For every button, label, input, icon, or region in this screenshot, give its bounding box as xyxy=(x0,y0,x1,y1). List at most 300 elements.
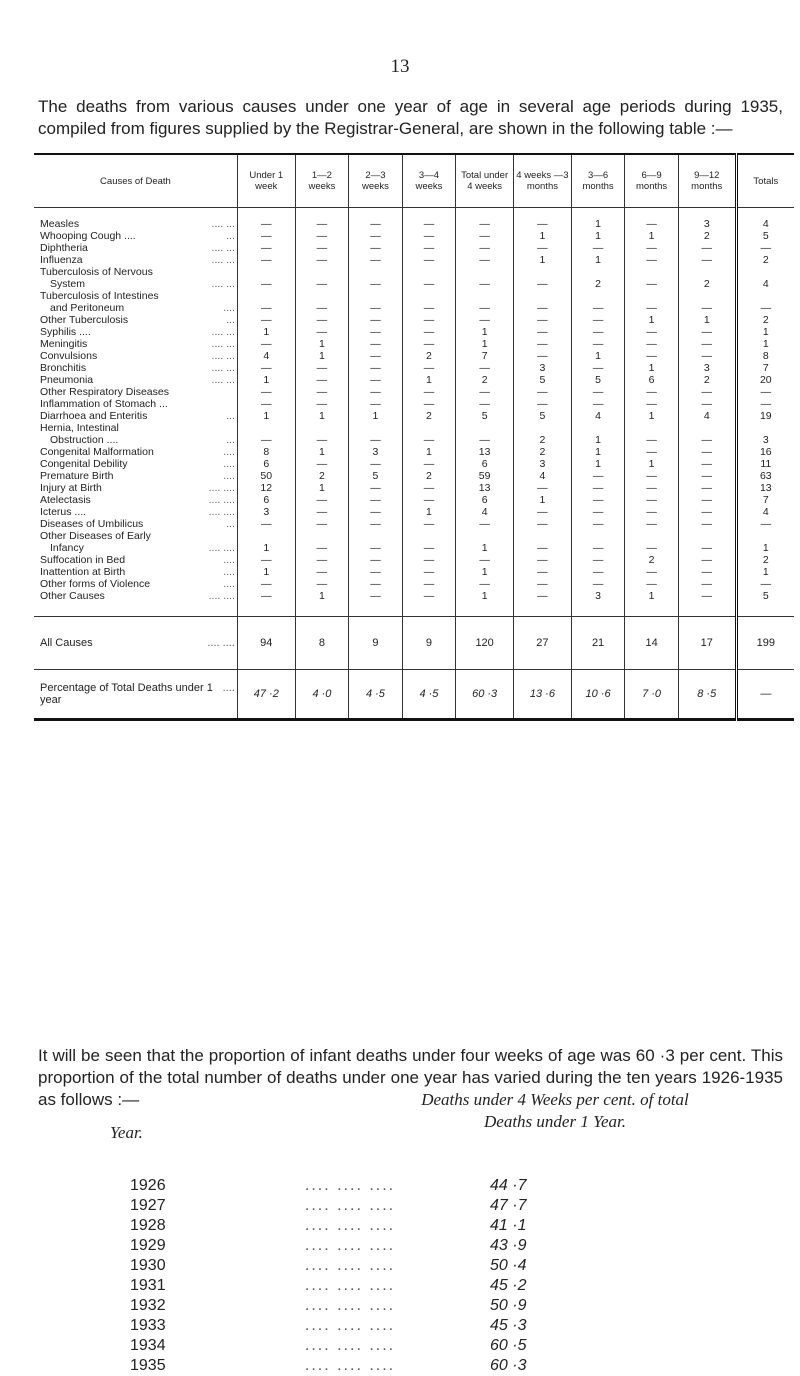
table-row xyxy=(34,374,794,386)
value-cell: 6 xyxy=(237,458,295,470)
value-cell: 4 ·5 xyxy=(402,670,456,720)
value-cell: 3 xyxy=(571,590,625,617)
value-cell: — xyxy=(402,208,456,231)
value-cell: — xyxy=(678,566,736,578)
value-cell: 1 xyxy=(736,542,794,554)
leader-dots: ... xyxy=(226,434,235,446)
value-cell: — xyxy=(402,566,456,578)
value-cell: 1 xyxy=(514,494,572,506)
table-row xyxy=(34,278,794,290)
column-header: 3—4 weeks xyxy=(402,154,456,208)
value-cell: — xyxy=(571,302,625,314)
value-cell: — xyxy=(678,326,736,338)
value-cell: — xyxy=(736,386,794,398)
value-cell: 1 xyxy=(295,338,349,350)
value-cell: 3 xyxy=(678,362,736,374)
value-cell: — xyxy=(678,446,736,458)
value-cell: 6 xyxy=(237,494,295,506)
leader-dots: .... xyxy=(223,458,235,470)
value-cell: — xyxy=(349,338,403,350)
value-cell: 5 xyxy=(514,410,572,422)
value-cell: 10 ·6 xyxy=(571,670,625,720)
value-cell: — xyxy=(625,482,679,494)
value-cell: — xyxy=(295,542,349,554)
value-cell: — xyxy=(295,326,349,338)
table-row xyxy=(34,422,794,434)
column-header: 2—3 weeks xyxy=(349,154,403,208)
table-row xyxy=(34,398,794,410)
value-cell: — xyxy=(456,554,514,566)
value-cell: — xyxy=(295,386,349,398)
cause-label: Percentage of Total Deaths under 1 year xyxy=(40,682,213,706)
cause-cell xyxy=(34,590,237,617)
value-cell xyxy=(736,530,794,542)
percentage-value: 50 ·9 xyxy=(490,1297,527,1314)
year-value: 1933 xyxy=(130,1317,166,1334)
value-cell: 1 xyxy=(736,326,794,338)
value-cell: 16 xyxy=(736,446,794,458)
value-cell: — xyxy=(514,518,572,530)
value-cell: 3 xyxy=(736,434,794,446)
value-cell: — xyxy=(571,482,625,494)
leader-dots: .... xyxy=(223,554,235,566)
leader-dots: .... xyxy=(223,578,235,590)
leader-dots: .... .... .... xyxy=(304,1217,396,1234)
year-row xyxy=(130,1296,690,1316)
value-cell: — xyxy=(295,314,349,326)
value-cell: 2 xyxy=(678,374,736,386)
column-header: Totals xyxy=(736,154,794,208)
value-cell: 20 xyxy=(736,374,794,386)
value-cell: 1 xyxy=(402,374,456,386)
value-cell: 2 xyxy=(456,374,514,386)
value-cell: — xyxy=(349,350,403,362)
value-cell: 5 xyxy=(349,470,403,482)
cause-cell xyxy=(34,326,237,338)
value-cell: — xyxy=(514,314,572,326)
value-cell: — xyxy=(295,566,349,578)
value-cell: — xyxy=(237,578,295,590)
table-row xyxy=(34,542,794,554)
value-cell: 2 xyxy=(514,434,572,446)
value-cell: — xyxy=(625,398,679,410)
leader-dots: .... .... xyxy=(207,637,235,649)
cause-cell xyxy=(34,278,237,290)
leader-dots: .... .... .... xyxy=(304,1357,396,1374)
value-cell: — xyxy=(349,434,403,446)
value-cell: — xyxy=(514,242,572,254)
cause-label: Bronchitis xyxy=(40,362,87,374)
leader-dots: .... ... xyxy=(211,362,235,374)
value-cell: 27 xyxy=(514,617,572,670)
cause-cell xyxy=(34,422,237,434)
leader-dots: .... .... xyxy=(208,494,235,506)
leader-dots: .... .... .... xyxy=(304,1257,396,1274)
cause-label: Diseases of Umbilicus xyxy=(40,518,144,530)
value-cell: — xyxy=(349,254,403,266)
leader-dots: .... xyxy=(223,470,235,482)
value-cell: 1 xyxy=(295,446,349,458)
value-cell xyxy=(625,266,679,278)
value-cell: 9 xyxy=(402,617,456,670)
value-cell: 3 xyxy=(237,506,295,518)
year-row xyxy=(130,1176,690,1196)
value-cell: 4 xyxy=(571,410,625,422)
value-cell: — xyxy=(571,398,625,410)
page-number: 13 xyxy=(390,56,410,77)
leader-dots: .... ... xyxy=(211,326,235,338)
value-cell: 1 xyxy=(456,566,514,578)
leader-dots: .... xyxy=(223,302,235,314)
value-cell: — xyxy=(237,314,295,326)
leader-dots: .... ... xyxy=(211,338,235,350)
cause-cell xyxy=(34,230,237,242)
value-cell: — xyxy=(571,566,625,578)
value-cell: — xyxy=(678,470,736,482)
table-row xyxy=(34,530,794,542)
year-row xyxy=(130,1236,690,1256)
table-row xyxy=(34,350,794,362)
value-cell: — xyxy=(571,338,625,350)
table-row xyxy=(34,326,794,338)
value-cell: — xyxy=(678,350,736,362)
value-cell: — xyxy=(571,326,625,338)
value-cell: — xyxy=(678,434,736,446)
year-row xyxy=(130,1256,690,1276)
cause-label: Congenital Debility xyxy=(40,458,128,470)
value-cell: 8 xyxy=(736,350,794,362)
value-cell: — xyxy=(349,386,403,398)
table-row xyxy=(34,617,794,670)
cause-label: Injury at Birth xyxy=(40,482,102,494)
value-cell: — xyxy=(349,458,403,470)
value-cell: — xyxy=(678,254,736,266)
year-row xyxy=(130,1196,690,1216)
value-cell: — xyxy=(402,362,456,374)
value-cell: 2 xyxy=(736,314,794,326)
value-cell: 2 xyxy=(295,470,349,482)
value-cell: — xyxy=(237,434,295,446)
value-cell: — xyxy=(514,482,572,494)
value-cell: — xyxy=(625,338,679,350)
value-cell: — xyxy=(625,242,679,254)
table-row xyxy=(34,458,794,470)
cause-label: Suffocation in Bed xyxy=(40,554,126,566)
leader-dots: .... ... xyxy=(211,242,235,254)
value-cell: 13 xyxy=(456,482,514,494)
value-cell: 3 xyxy=(678,208,736,231)
cause-cell xyxy=(34,350,237,362)
cause-cell xyxy=(34,434,237,446)
value-cell xyxy=(514,266,572,278)
leader-dots: .... .... .... xyxy=(304,1177,396,1194)
value-cell xyxy=(349,530,403,542)
value-cell: 2 xyxy=(514,446,572,458)
value-cell xyxy=(678,530,736,542)
value-cell: — xyxy=(571,362,625,374)
cause-cell xyxy=(34,482,237,494)
value-cell: 1 xyxy=(456,590,514,617)
table-row xyxy=(34,230,794,242)
value-cell: — xyxy=(625,494,679,506)
value-cell: — xyxy=(736,670,794,720)
value-cell: 1 xyxy=(625,590,679,617)
leader-dots: ... xyxy=(226,518,235,530)
value-cell xyxy=(237,290,295,302)
value-cell: — xyxy=(295,302,349,314)
value-cell: — xyxy=(571,242,625,254)
percentage-value: 60 ·3 xyxy=(490,1357,527,1374)
cause-label: Syphilis .... xyxy=(40,326,91,338)
table-row xyxy=(34,242,794,254)
cause-cell xyxy=(34,670,237,720)
value-cell: 2 xyxy=(678,230,736,242)
value-cell: — xyxy=(678,338,736,350)
value-cell: — xyxy=(402,254,456,266)
intro-paragraph xyxy=(38,96,783,140)
summary-text: It will be seen that the proportion of infant deaths under four weeks of age was 60 ·3 per cent. This proportion of the total number of deaths under one year has varied during the ten years 1926-1935 as follows :— xyxy=(38,1046,783,1109)
column-header: 9—12 months xyxy=(678,154,736,208)
value-cell: — xyxy=(349,578,403,590)
table-row xyxy=(34,410,794,422)
leader-dots: .... ... xyxy=(211,218,235,230)
value-cell: 7 xyxy=(736,494,794,506)
cause-label: Hernia, Intestinal xyxy=(40,422,119,434)
cause-label: Inflammation of Stomach ... xyxy=(40,398,168,410)
value-cell: 8 xyxy=(237,446,295,458)
cause-cell xyxy=(34,398,237,410)
value-cell: — xyxy=(678,578,736,590)
value-cell: — xyxy=(514,338,572,350)
value-cell: — xyxy=(456,398,514,410)
value-cell: 1 xyxy=(571,230,625,242)
value-cell: — xyxy=(736,578,794,590)
column-header: 1—2 weeks xyxy=(295,154,349,208)
value-cell: 50 xyxy=(237,470,295,482)
cause-label: Whooping Cough .... xyxy=(40,230,136,242)
value-cell: — xyxy=(402,230,456,242)
value-cell: 1 xyxy=(295,410,349,422)
table-row xyxy=(34,670,794,720)
leader-dots: .... ... xyxy=(211,254,235,266)
value-cell: — xyxy=(349,362,403,374)
value-cell: — xyxy=(349,374,403,386)
value-cell: — xyxy=(456,208,514,231)
cause-label: Other Causes xyxy=(40,590,105,602)
value-cell: 13 xyxy=(736,482,794,494)
value-cell: — xyxy=(402,482,456,494)
value-cell: — xyxy=(237,398,295,410)
value-cell: 1 xyxy=(237,326,295,338)
table-row xyxy=(34,254,794,266)
percentage-value: 60 ·5 xyxy=(490,1337,527,1354)
value-cell: — xyxy=(237,254,295,266)
value-cell: — xyxy=(456,362,514,374)
value-cell: 1 xyxy=(514,254,572,266)
year-table-year-header: Year. xyxy=(110,1123,143,1142)
value-cell: 4 xyxy=(456,506,514,518)
value-cell: 1 xyxy=(736,338,794,350)
column-header: Causes of Death xyxy=(34,154,237,208)
value-cell: 4 xyxy=(514,470,572,482)
value-cell: 1 xyxy=(295,590,349,617)
leader-dots: .... xyxy=(222,682,235,694)
value-cell: — xyxy=(402,302,456,314)
value-cell: 4 xyxy=(736,278,794,290)
cause-label: Convulsions xyxy=(40,350,98,362)
value-cell: 13 xyxy=(456,446,514,458)
percentage-value: 45 ·2 xyxy=(490,1277,527,1294)
deaths-table-container xyxy=(34,153,794,721)
value-cell: — xyxy=(402,542,456,554)
value-cell: — xyxy=(295,554,349,566)
value-cell: 1 xyxy=(736,566,794,578)
value-cell: — xyxy=(678,302,736,314)
value-cell xyxy=(402,266,456,278)
value-cell: — xyxy=(625,254,679,266)
value-cell: — xyxy=(295,374,349,386)
value-cell: — xyxy=(349,326,403,338)
leader-dots: .... .... xyxy=(208,482,235,494)
value-cell: — xyxy=(402,578,456,590)
table-row xyxy=(34,506,794,518)
value-cell: — xyxy=(349,278,403,290)
value-cell: — xyxy=(402,590,456,617)
value-cell: 1 xyxy=(625,458,679,470)
leader-dots: .... .... .... xyxy=(304,1277,396,1294)
value-cell: 4 ·5 xyxy=(349,670,403,720)
table-row xyxy=(34,290,794,302)
cause-label: Congenital Malformation xyxy=(40,446,154,458)
value-cell: 1 xyxy=(571,208,625,231)
value-cell xyxy=(295,530,349,542)
value-cell xyxy=(571,422,625,434)
leader-dots: .... .... .... xyxy=(304,1317,396,1334)
value-cell: 1 xyxy=(237,566,295,578)
value-cell: 1 xyxy=(514,230,572,242)
value-cell: — xyxy=(349,566,403,578)
value-cell xyxy=(514,422,572,434)
leader-dots: .... .... .... xyxy=(304,1337,396,1354)
value-cell: 5 xyxy=(456,410,514,422)
value-cell xyxy=(402,290,456,302)
cause-label: Diphtheria xyxy=(40,242,88,254)
table-row xyxy=(34,566,794,578)
cause-label: Tuberculosis of Nervous xyxy=(40,266,153,278)
value-cell: 1 xyxy=(571,446,625,458)
table-row xyxy=(34,314,794,326)
value-cell xyxy=(625,530,679,542)
year-row xyxy=(130,1316,690,1336)
value-cell: 4 xyxy=(237,350,295,362)
year-table xyxy=(130,1176,690,1376)
value-cell: — xyxy=(514,386,572,398)
value-cell: — xyxy=(736,518,794,530)
percentage-value: 47 ·7 xyxy=(490,1197,527,1214)
leader-dots: .... ... xyxy=(211,374,235,386)
year-row xyxy=(130,1216,690,1236)
year-row xyxy=(130,1336,690,1356)
cause-cell xyxy=(34,386,237,398)
value-cell: 4 xyxy=(736,506,794,518)
cause-cell xyxy=(34,242,237,254)
value-cell: 2 xyxy=(736,254,794,266)
cause-cell xyxy=(34,518,237,530)
value-cell: 47 ·2 xyxy=(237,670,295,720)
value-cell: — xyxy=(625,302,679,314)
value-cell: 1 xyxy=(349,410,403,422)
value-cell xyxy=(571,266,625,278)
table-row xyxy=(34,362,794,374)
value-cell: 19 xyxy=(736,410,794,422)
leader-dots: .... xyxy=(223,566,235,578)
leader-dots: .... ... xyxy=(211,350,235,362)
year-value: 1929 xyxy=(130,1237,166,1254)
value-cell: — xyxy=(349,314,403,326)
value-cell xyxy=(456,422,514,434)
value-cell: — xyxy=(456,242,514,254)
value-cell: — xyxy=(571,542,625,554)
value-cell xyxy=(237,266,295,278)
value-cell: — xyxy=(625,506,679,518)
year-value: 1928 xyxy=(130,1217,166,1234)
value-cell: — xyxy=(514,326,572,338)
cause-cell xyxy=(34,362,237,374)
value-cell: — xyxy=(625,518,679,530)
value-cell xyxy=(349,422,403,434)
table-header xyxy=(34,154,794,208)
value-cell: — xyxy=(571,578,625,590)
cause-cell xyxy=(34,530,237,542)
leader-dots: .... .... xyxy=(208,590,235,602)
value-cell xyxy=(295,422,349,434)
value-cell: — xyxy=(625,326,679,338)
value-cell xyxy=(349,266,403,278)
cause-cell xyxy=(34,506,237,518)
leader-dots: .... .... xyxy=(208,542,235,554)
cause-cell xyxy=(34,290,237,302)
cause-label: Other Respiratory Diseases xyxy=(40,386,169,398)
value-cell: — xyxy=(514,590,572,617)
value-cell: 2 xyxy=(571,278,625,290)
year-value: 1932 xyxy=(130,1297,166,1314)
cause-label: Meningitis xyxy=(40,338,88,350)
value-cell xyxy=(571,530,625,542)
value-cell: — xyxy=(295,278,349,290)
value-cell: — xyxy=(349,590,403,617)
value-cell: — xyxy=(295,242,349,254)
value-cell: — xyxy=(571,554,625,566)
leader-dots: .... .... xyxy=(208,506,235,518)
percentage-value: 50 ·4 xyxy=(490,1257,527,1274)
table-body xyxy=(34,208,794,720)
table-row xyxy=(34,590,794,617)
value-cell: 1 xyxy=(295,350,349,362)
value-cell xyxy=(736,290,794,302)
value-cell xyxy=(678,422,736,434)
cause-cell xyxy=(34,254,237,266)
value-cell: — xyxy=(349,506,403,518)
value-cell: — xyxy=(295,506,349,518)
value-cell: 2 xyxy=(402,470,456,482)
value-cell: 1 xyxy=(295,482,349,494)
year-value: 1926 xyxy=(130,1177,166,1194)
value-cell: 9 xyxy=(349,617,403,670)
value-cell: — xyxy=(456,314,514,326)
leader-dots: .... .... .... xyxy=(304,1237,396,1254)
value-cell: — xyxy=(678,554,736,566)
value-cell: — xyxy=(237,302,295,314)
